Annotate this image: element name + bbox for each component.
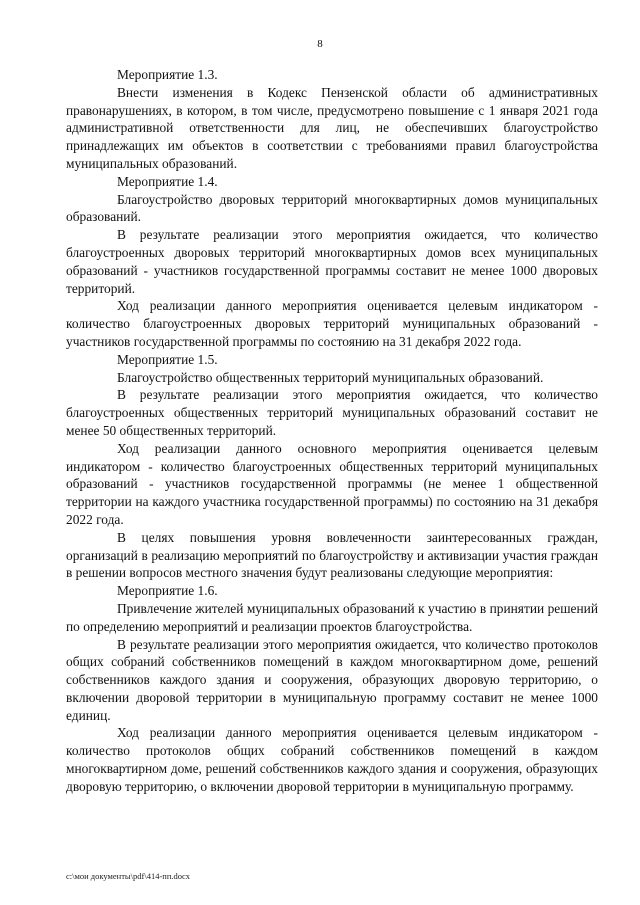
paragraph-measure-1-6-heading: Мероприятие 1.6.	[117, 583, 218, 599]
paragraph: Привлечение жителей муниципальных образований к участию в принятии решений по определению мероприятий и реализации проектов благоустройства.	[66, 600, 598, 634]
paragraph: В результате реализации этого мероприятия ожидается, что количество благоустроенных дворовых территорий многоквартирных домов всех муниципальных образований - участников государственной программы составит не менее 1000 дворовых территорий.	[66, 227, 598, 296]
paragraph: Ход реализации данного основного мероприятия оценивается целевым индикатором - количество благоустроенных общественных территорий муниципальных образований - участников государственной программы (не менее 1 общественной территории на каждого участника государственной программы) по состоянию на 31 декабря 2022 года.	[66, 440, 598, 527]
paragraph: В целях повышения уровня вовлеченности заинтересованных граждан, организаций в реализацию мероприятий по благоустройству и активизации участия граждан в решении вопросов местного значения будут реализованы следующие мероприятия:	[66, 529, 598, 581]
document-body	[66, 66, 598, 796]
paragraph: Ход реализации данного мероприятия оценивается целевым индикатором - количество благоустроенных дворовых территорий муниципальных образований - участников государственной программы по состоянию на 31 декабря 2022 года.	[66, 298, 598, 349]
paragraph: Благоустройство дворовых территорий многоквартирных домов муниципальных образований.	[66, 191, 598, 225]
page-number: 8	[317, 38, 323, 50]
paragraph: Благоустройство общественных территорий муниципальных образований.	[117, 369, 544, 385]
paragraph-measure-1-3-heading: Мероприятие 1.3.	[117, 67, 218, 82]
paragraph: Ход реализации данного мероприятия оценивается целевым индикатором - количество протоколов общих собраний собственников помещений в каждом многоквартирном доме, решений собственников каждого здания и сооружения, образующих дворовую территорию, о включении дворовой территории в муниципальную программу.	[66, 725, 598, 794]
paragraph-measure-1-5-heading: Мероприятие 1.5.	[117, 351, 218, 367]
paragraph-measure-1-4-heading: Мероприятие 1.4.	[117, 173, 218, 189]
footer-file-path: c:\мои документы\pdf\414-пп.docx	[66, 871, 191, 881]
paragraph: Внести изменения в Кодекс Пензенской области об административных правонарушениях, в котором, в том числе, предусмотрено повышение с 1 января 2021 года административной ответственности для лиц, не обеспечивших благоустройство принадлежащих им объектов в соответствии с требованиями правил благоустройства муниципальных образований.	[66, 84, 598, 171]
paragraph: В результате реализации этого мероприятия ожидается, что количество протоколов общих собраний собственников помещений в каждом многоквартирном доме, решений собственников каждого здания и сооружения, образующих дворовую территорию, о включении дворовой территории в муниципальную программу составит не менее 1000 единиц.	[66, 636, 598, 723]
paragraph: В результате реализации этого мероприятия ожидается, что количество благоустроенных общественных территорий муниципальных образований составит не менее 50 общественных территорий.	[66, 387, 598, 438]
